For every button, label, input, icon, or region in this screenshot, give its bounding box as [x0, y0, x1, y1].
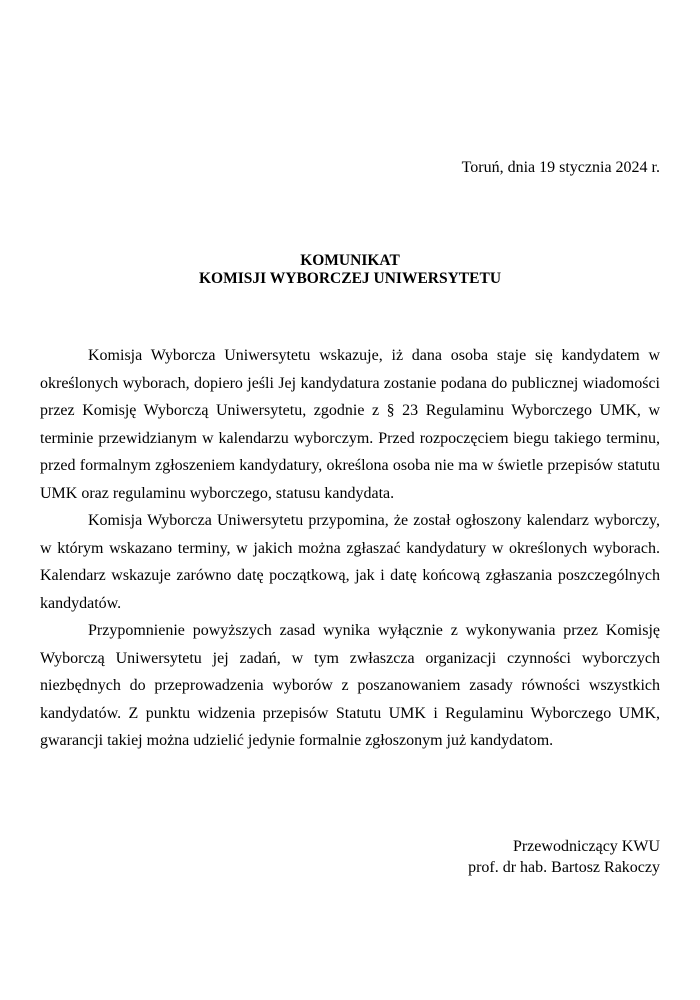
document-title — [0, 252, 700, 288]
date-line: Toruń, dnia 19 stycznia 2024 r. — [461, 159, 660, 176]
signature-role: Przewodniczący KWU — [512, 838, 660, 855]
body-paragraph-3: Przypomnienie powyższych zasad wynika wyłącznie z wykonywania przez Komisję Wyborczą Uniwersytetu jej zadań, w tym zwłaszcza organizacji czynności wyborczych niezbędnych do przeprowadzenia wyborów z poszanowaniem zasady równości wszystkich kandydatów. Z punktu widzenia przepisów Statutu UMK i Regulaminu Wyborczego UMK, gwarancji takiej można udzielić jedynie formalnie zgłoszonym już kandydatom. — [40, 622, 660, 749]
title-line-2: KOMISJI WYBORCZEJ UNIWERSYTETU — [198, 270, 502, 287]
document-body — [40, 342, 660, 755]
signature-name: prof. dr hab. Bartosz Rakoczy — [468, 859, 660, 876]
signature-block — [468, 836, 660, 878]
title-line-1: KOMUNIKAT — [300, 252, 400, 269]
body-paragraph-2: Komisja Wyborcza Uniwersytetu przypomina, że został ogłoszony kalendarz wyborczy, w którym wskazano terminy, w jakich można zgłaszać kandydatury w określonych wyborach. Kalendarz wskazuje zarówno datę początkową, jak i datę końcową zgłaszania poszczególnych kandydatów. — [40, 512, 660, 612]
body-paragraph-1: Komisja Wyborcza Uniwersytetu wskazuje, iż dana osoba staje się kandydatem w określonych wyborach, dopiero jeśli Jej kandydatura zostanie podana do publicznej wiadomości przez Komisję Wyborczą Uniwersytetu, zgodnie z § 23 Regulaminu Wyborczego UMK, w terminie przewidzianym w kalendarzu wyborczym. Przed rozpoczęciem biegu takiego terminu, przed formalnym zgłoszeniem kandydatury, określona osoba nie ma w świetle przepisów statutu UMK oraz regulaminu wyborczego, statusu kandydata. — [40, 347, 660, 502]
